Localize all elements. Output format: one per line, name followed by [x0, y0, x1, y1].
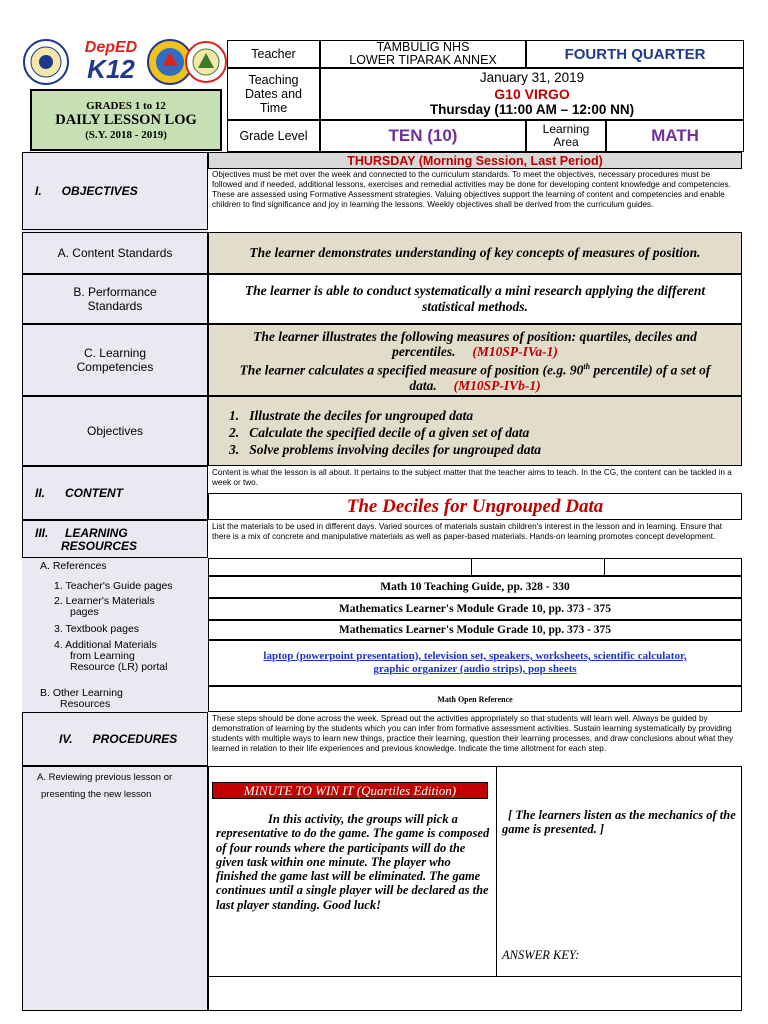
teaching-dates-label — [227, 68, 320, 120]
daily-lesson-log-box — [30, 89, 222, 151]
answer-key-label: ANSWER KEY: — [502, 948, 580, 962]
other-label-2: Resources — [60, 698, 111, 710]
performance-standards-text: The learner is able to conduct systematically a mini research applying the different statistical methods. — [208, 274, 742, 324]
learning-area-value: MATH — [606, 120, 744, 152]
teachers-guide-label: 1. Teacher's Guide pages — [54, 580, 173, 592]
objective-item-1: 1. Illustrate the deciles for ungrouped data — [229, 408, 474, 423]
performance-label-1: B. Performance — [73, 285, 157, 299]
objectives-list-label: Objectives — [22, 396, 208, 466]
competencies-label-2: Competencies — [76, 360, 154, 374]
quarter: FOURTH QUARTER — [526, 40, 744, 68]
procedures-description: These steps should be done across the week. Spread out the activities appropriately so that students will learn well. Always be guided by demonstration of learning by the students which you can infer from formative assessment activities. Sustain learning systematically by providing students with multiple ways to learn new things, practice their learning, question their learning processes, and draw conclusions about what they learned in relation to their life experiences and previous knowledge. Indicate the time allotment for each step. — [212, 714, 734, 753]
additional-materials-link-1[interactable]: laptop (powerpoint presentation), television set, speakers, worksheets, scientific calculator, — [263, 650, 687, 662]
log-title: DAILY LESSON LOG — [55, 111, 197, 128]
competency-1: The learner illustrates the following measures of position: quartiles, deciles and percentiles. (M10SP-IVa-1) — [253, 329, 697, 359]
other-resources-value: Math Open Reference — [208, 686, 742, 712]
additional-materials-value — [208, 640, 742, 686]
activity-text: In this activity, the groups will pick a representative to do the game. The game is composed of four rounds where the participants will do the given task within one minute. The player who finished the game last will be eliminated. The game continues until a single player will be declared as the last player standing. Good luck! — [216, 812, 490, 912]
teacher-label: Teacher — [227, 40, 320, 68]
deped-text: DepED — [84, 39, 138, 56]
teachers-guide-value: Math 10 Teaching Guide, pp. 328 - 330 — [208, 576, 742, 598]
objectives-label: I. OBJECTIVES — [22, 152, 208, 230]
area-label-2: Area — [553, 135, 579, 149]
objective-item-3: 3. Solve problems involving deciles for ungrouped data — [229, 442, 541, 457]
am-label-1: 4. Additional Materials — [54, 639, 157, 651]
content-description: Content is what the lesson is all about. It pertains to the subject matter that the teacher aims to teach. In the CG, the content can be tackled in a week or two. — [212, 468, 732, 487]
competency-code-2: (M10SP-IVb-1) — [453, 377, 541, 393]
dates-label-2: Dates and — [245, 87, 302, 101]
procedure-divider — [496, 766, 497, 976]
resources-label-2: RESOURCES — [61, 539, 138, 553]
other-resources-label — [40, 688, 208, 710]
learning-area-label — [526, 120, 606, 152]
log-sy: (S.Y. 2018 - 2019) — [85, 128, 167, 141]
resources-description: List the materials to be used in different days. Varied sources of materials sustain children's interest in the lesson and in learning. Ensure that there is a mix of concrete and manipulative materials as well as paper-based materials. Hands-on learning promotes concept development. — [212, 522, 723, 541]
k12-text: K12 — [87, 54, 135, 84]
references-blank-row — [208, 558, 742, 576]
references-label: A. References — [40, 560, 107, 572]
resources-label — [22, 520, 208, 558]
objectives-description: Objectives must be met over the week and connected to the curriculum standards. To meet the objectives, necessary procedures must be followed and if needed, additional lessons, exercises and remedial activities may be done for developing content knowledge and competencies. These are assessed using Formative Assessment strategies. Valuing objectives support the learning of content and competencies and enable children to find significance and joy in learning the lessons. Weekly objectives shall be derived from the curriculum guides. — [212, 170, 731, 209]
performance-label-2: Standards — [87, 299, 143, 313]
am-label-2: from Learning — [70, 650, 135, 662]
reviewing-label-1: A. Reviewing previous lesson or — [37, 772, 173, 783]
lm-label-2: pages — [70, 606, 99, 618]
activity-title: MINUTE TO WIN IT (Quartiles Edition) — [212, 782, 488, 799]
section: G10 VIRGO — [494, 86, 570, 102]
learners-note: [ The learners listen as the mechanics of the game is presented. ] — [502, 808, 736, 837]
am-label-3: Resource (LR) portal — [70, 661, 168, 673]
competencies-text — [208, 324, 742, 396]
time: Thursday (11:00 AM – 12:00 NN) — [429, 102, 635, 117]
header-logos — [22, 38, 227, 86]
learners-materials-label — [54, 596, 208, 618]
dates-label-3: Time — [259, 101, 288, 115]
content-standards-text: The learner demonstrates understanding of key concepts of measures of position. — [208, 232, 742, 274]
content-label: II. CONTENT — [22, 466, 208, 520]
lm-label-1: 2. Learner's Materials — [54, 595, 155, 607]
school-line-1: TAMBULIG NHS — [376, 40, 470, 54]
other-label-1: B. Other Learning — [40, 687, 123, 699]
log-grades: GRADES 1 to 12 — [86, 99, 166, 112]
competency-2: The learner calculates a specified measure of position (e.g. 90th percentile) of a set of data. (M10SP-IVb-1) — [239, 362, 711, 393]
learners-materials-value: Mathematics Learner's Module Grade 10, pp. 373 - 375 — [208, 598, 742, 620]
grade-level-label: Grade Level — [227, 120, 320, 152]
reviewing-label-2: presenting the new lesson — [41, 789, 152, 800]
competency-code-1: (M10SP-IVa-1) — [472, 344, 558, 359]
additional-materials-label — [54, 640, 208, 673]
session-title: THURSDAY (Morning Session, Last Period) — [208, 152, 742, 169]
area-label-1: Learning — [542, 122, 590, 136]
dates-label-1: Teaching — [248, 73, 299, 87]
objective-item-2: 2. Calculate the specified decile of a given set of data — [229, 425, 530, 440]
deped-k12-logo — [74, 40, 148, 84]
procedures-label: IV. PROCEDURES — [22, 712, 208, 766]
reviewing-lesson-label — [22, 766, 208, 1011]
textbook-label: 3. Textbook pages — [54, 623, 140, 635]
content-title: The Deciles for Ungrouped Data — [208, 493, 742, 520]
additional-materials-link-2[interactable]: graphic organizer (audio strips), pop sheets — [373, 663, 577, 675]
school-name — [320, 40, 526, 68]
competencies-label — [22, 324, 208, 396]
competencies-label-1: C. Learning — [83, 346, 147, 360]
objectives-list — [208, 396, 742, 466]
school-line-2: LOWER TIPARAK ANNEX — [349, 53, 497, 67]
teaching-dates-value — [320, 68, 744, 120]
procedure-bottom-line — [208, 976, 742, 977]
textbook-value: Mathematics Learner's Module Grade 10, pp. 373 - 375 — [208, 620, 742, 640]
resources-label-1: III. LEARNING — [35, 526, 128, 540]
grade-level-value: TEN (10) — [320, 120, 526, 152]
content-standards-label: A. Content Standards — [22, 232, 208, 274]
date: January 31, 2019 — [479, 70, 585, 85]
performance-standards-label — [22, 274, 208, 324]
